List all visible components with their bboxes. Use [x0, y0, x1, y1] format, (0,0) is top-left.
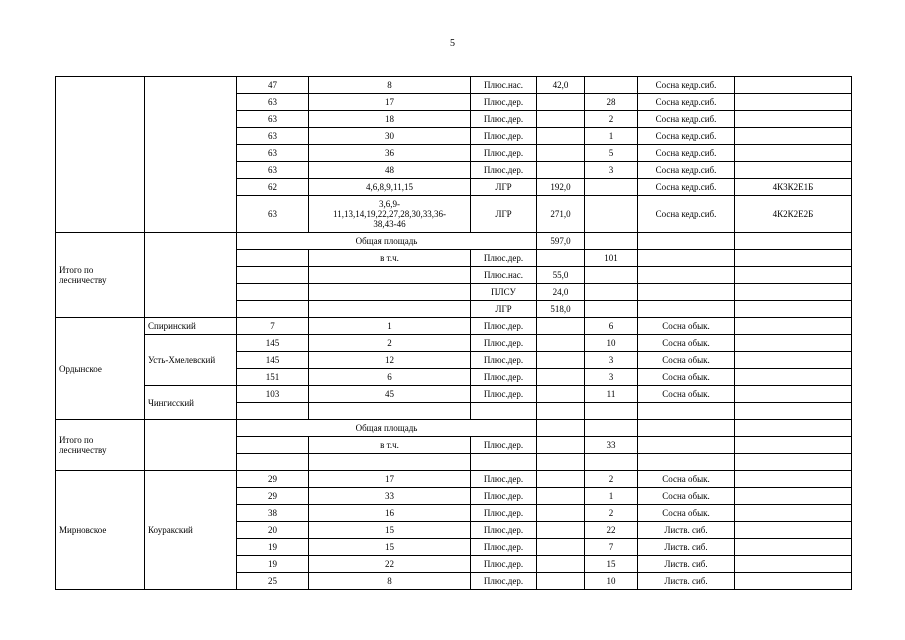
species-cell: Сосна кедр.сиб.: [638, 128, 735, 145]
kv-cell: 63: [237, 145, 309, 162]
formula-cell: [735, 522, 852, 539]
count-cell: 1: [585, 488, 638, 505]
area-cell: 55,0: [537, 267, 585, 284]
count-cell: 2: [585, 111, 638, 128]
kv-cell: 63: [237, 162, 309, 179]
table-row: [56, 77, 852, 94]
total-label: Итого по лесничеству: [56, 420, 145, 471]
formula-cell: [735, 250, 852, 267]
species-cell: [638, 233, 735, 250]
forestry-cell: [56, 77, 145, 233]
area-cell: [537, 318, 585, 335]
formula-cell: [735, 301, 852, 318]
area-cell: 24,0: [537, 284, 585, 301]
vydel-cell: [309, 454, 471, 471]
area-cell: [537, 556, 585, 573]
total-area-value: 597,0: [537, 233, 585, 250]
kv-cell: [237, 267, 309, 284]
formula-cell: [735, 352, 852, 369]
vydel-line: 11,13,14,19,22,27,28,30,33,36-: [333, 209, 446, 219]
total-row: [56, 233, 852, 250]
area-cell: [537, 573, 585, 590]
category-cell: Плюс.дер.: [471, 335, 537, 352]
category-cell: Плюс.дер.: [471, 437, 537, 454]
area-cell: [537, 522, 585, 539]
formula-cell: 4К3К2Е1Б: [735, 179, 852, 196]
category-cell: Плюс.дер.: [471, 318, 537, 335]
category-cell: Плюс.дер.: [471, 369, 537, 386]
formula-cell: [735, 471, 852, 488]
kv-cell: [237, 250, 309, 267]
species-cell: Сосна обык.: [638, 352, 735, 369]
kv-cell: 62: [237, 179, 309, 196]
uchastok-cell: [145, 77, 237, 233]
category-cell: Плюс.дер.: [471, 94, 537, 111]
category-cell: Плюс.нас.: [471, 267, 537, 284]
formula-cell: [735, 284, 852, 301]
vydel-cell: 15: [309, 539, 471, 556]
forestry-cell: Ордынское: [56, 318, 145, 420]
kv-cell: 103: [237, 386, 309, 403]
uchastok-cell: [145, 233, 237, 318]
formula-cell: [735, 556, 852, 573]
species-cell: Сосна кедр.сиб.: [638, 162, 735, 179]
incl-label: в т.ч.: [309, 250, 471, 267]
kv-cell: [237, 284, 309, 301]
area-cell: [537, 471, 585, 488]
species-cell: Сосна кедр.сиб.: [638, 94, 735, 111]
vydel-cell: [309, 284, 471, 301]
kv-cell: [237, 301, 309, 318]
kv-cell: 63: [237, 196, 309, 233]
vydel-cell: [309, 267, 471, 284]
category-cell: [471, 454, 537, 471]
uchastok-cell: Коуракский: [145, 471, 237, 590]
vydel-cell: 8: [309, 77, 471, 94]
species-cell: [638, 403, 735, 420]
vydel-cell: 6: [309, 369, 471, 386]
formula-cell: [735, 454, 852, 471]
species-cell: Сосна обык.: [638, 488, 735, 505]
count-cell: 28: [585, 94, 638, 111]
kv-cell: 145: [237, 335, 309, 352]
area-cell: [537, 386, 585, 403]
count-cell: [585, 77, 638, 94]
category-cell: Плюс.дер.: [471, 505, 537, 522]
kv-cell: 63: [237, 128, 309, 145]
count-cell: 10: [585, 335, 638, 352]
area-cell: [537, 369, 585, 386]
count-cell: 7: [585, 539, 638, 556]
total-label: Итого по лесничеству: [56, 233, 145, 318]
formula-cell: [735, 267, 852, 284]
page-number: 5: [450, 38, 455, 49]
formula-cell: [735, 77, 852, 94]
kv-cell: 25: [237, 573, 309, 590]
category-cell: Плюс.дер.: [471, 386, 537, 403]
category-cell: ЛГР: [471, 196, 537, 233]
count-cell: [585, 196, 638, 233]
table-row: [56, 471, 852, 488]
vydel-cell: 16: [309, 505, 471, 522]
count-cell: [585, 284, 638, 301]
vydel-line: 3,6,9-: [379, 199, 400, 209]
uchastok-cell: [145, 420, 237, 471]
species-cell: Сосна обык.: [638, 505, 735, 522]
count-cell: [585, 403, 638, 420]
species-cell: Сосна кедр.сиб.: [638, 179, 735, 196]
kv-cell: 29: [237, 488, 309, 505]
formula-cell: [735, 403, 852, 420]
species-cell: [638, 250, 735, 267]
area-cell: 42,0: [537, 77, 585, 94]
kv-cell: [237, 454, 309, 471]
count-cell: 101: [585, 250, 638, 267]
category-cell: Плюс.дер.: [471, 111, 537, 128]
species-cell: Сосна обык.: [638, 386, 735, 403]
category-cell: Плюс.дер.: [471, 522, 537, 539]
formula-cell: [735, 233, 852, 250]
formula-cell: [735, 335, 852, 352]
vydel-cell: 4,6,8,9,11,15: [309, 179, 471, 196]
vydel-cell: 22: [309, 556, 471, 573]
formula-cell: [735, 488, 852, 505]
count-cell: [585, 179, 638, 196]
total-area-label: Общая площадь: [237, 233, 537, 250]
count-cell: [585, 267, 638, 284]
vydel-cell: 15: [309, 522, 471, 539]
vydel-cell: [309, 301, 471, 318]
area-cell: [537, 454, 585, 471]
formula-cell: [735, 386, 852, 403]
kv-cell: 19: [237, 539, 309, 556]
species-cell: Листв. сиб.: [638, 573, 735, 590]
vydel-cell: 45: [309, 386, 471, 403]
area-cell: 271,0: [537, 196, 585, 233]
vydel-cell: 8: [309, 573, 471, 590]
species-cell: [638, 267, 735, 284]
count-cell: [585, 454, 638, 471]
kv-cell: [237, 437, 309, 454]
category-cell: Плюс.дер.: [471, 471, 537, 488]
species-cell: Сосна обык.: [638, 369, 735, 386]
formula-cell: [735, 318, 852, 335]
species-cell: [638, 454, 735, 471]
count-cell: 10: [585, 573, 638, 590]
formula-cell: [735, 573, 852, 590]
kv-cell: 63: [237, 111, 309, 128]
kv-cell: [237, 403, 309, 420]
area-cell: [537, 250, 585, 267]
formula-cell: [735, 111, 852, 128]
area-cell: [537, 403, 585, 420]
kv-cell: 20: [237, 522, 309, 539]
area-cell: [537, 437, 585, 454]
incl-label: в т.ч.: [309, 437, 471, 454]
formula-cell: [735, 420, 852, 437]
category-cell: Плюс.дер.: [471, 250, 537, 267]
vydel-cell: 2: [309, 335, 471, 352]
count-cell: 6: [585, 318, 638, 335]
area-cell: [537, 335, 585, 352]
area-cell: [537, 145, 585, 162]
species-cell: Сосна кедр.сиб.: [638, 77, 735, 94]
count-cell: 3: [585, 369, 638, 386]
kv-cell: 145: [237, 352, 309, 369]
species-cell: Сосна кедр.сиб.: [638, 145, 735, 162]
area-cell: 518,0: [537, 301, 585, 318]
category-cell: Плюс.нас.: [471, 77, 537, 94]
category-cell: Плюс.дер.: [471, 556, 537, 573]
vydel-cell: [309, 196, 471, 233]
formula-cell: [735, 128, 852, 145]
count-cell: 3: [585, 352, 638, 369]
forestry-cell: Мирновское: [56, 471, 145, 590]
count-cell: 5: [585, 145, 638, 162]
vydel-cell: [309, 403, 471, 420]
count-cell: 1: [585, 128, 638, 145]
area-cell: [537, 162, 585, 179]
area-cell: [537, 94, 585, 111]
vydel-cell: 17: [309, 94, 471, 111]
count-cell: [585, 233, 638, 250]
area-cell: 192,0: [537, 179, 585, 196]
area-cell: [537, 352, 585, 369]
area-cell: [537, 111, 585, 128]
count-cell: [585, 301, 638, 318]
area-cell: [537, 420, 585, 437]
area-cell: [537, 539, 585, 556]
species-cell: Сосна обык.: [638, 335, 735, 352]
formula-cell: [735, 162, 852, 179]
count-cell: 22: [585, 522, 638, 539]
vydel-cell: 17: [309, 471, 471, 488]
category-cell: ЛГР: [471, 179, 537, 196]
formula-cell: [735, 145, 852, 162]
kv-cell: 19: [237, 556, 309, 573]
table-row: [56, 335, 852, 352]
total-row: [56, 420, 852, 437]
kv-cell: 151: [237, 369, 309, 386]
count-cell: 2: [585, 471, 638, 488]
vydel-cell: 1: [309, 318, 471, 335]
vydel-cell: 12: [309, 352, 471, 369]
vydel-line: 38,43-46: [373, 219, 406, 229]
vydel-cell: 36: [309, 145, 471, 162]
category-cell: Плюс.дер.: [471, 162, 537, 179]
category-cell: Плюс.дер.: [471, 128, 537, 145]
area-cell: [537, 505, 585, 522]
uchastok-cell: Чингисский: [145, 386, 237, 420]
species-cell: Листв. сиб.: [638, 539, 735, 556]
species-cell: Сосна кедр.сиб.: [638, 111, 735, 128]
kv-cell: 47: [237, 77, 309, 94]
species-cell: Сосна кедр.сиб.: [638, 196, 735, 233]
table-row: [56, 318, 852, 335]
category-cell: Плюс.дер.: [471, 352, 537, 369]
count-cell: 15: [585, 556, 638, 573]
species-cell: Сосна обык.: [638, 318, 735, 335]
uchastok-cell: Спиринский: [145, 318, 237, 335]
category-cell: Плюс.дер.: [471, 488, 537, 505]
species-cell: Листв. сиб.: [638, 556, 735, 573]
area-cell: [537, 128, 585, 145]
formula-cell: [735, 369, 852, 386]
kv-cell: 7: [237, 318, 309, 335]
formula-cell: [735, 505, 852, 522]
count-cell: [585, 420, 638, 437]
uchastok-cell: Усть-Хмелевский: [145, 335, 237, 386]
species-cell: [638, 284, 735, 301]
kv-cell: 29: [237, 471, 309, 488]
species-cell: [638, 301, 735, 318]
count-cell: 3: [585, 162, 638, 179]
total-area-label: Общая площадь: [237, 420, 537, 437]
formula-cell: [735, 437, 852, 454]
formula-cell: [735, 94, 852, 111]
category-cell: Плюс.дер.: [471, 573, 537, 590]
area-cell: [537, 488, 585, 505]
category-cell: Плюс.дер.: [471, 145, 537, 162]
count-cell: 2: [585, 505, 638, 522]
category-cell: Плюс.дер.: [471, 539, 537, 556]
category-cell: ЛГР: [471, 301, 537, 318]
vydel-cell: 18: [309, 111, 471, 128]
kv-cell: 38: [237, 505, 309, 522]
species-cell: [638, 437, 735, 454]
formula-cell: [735, 539, 852, 556]
category-cell: ПЛСУ: [471, 284, 537, 301]
formula-cell: 4К2К2Е2Б: [735, 196, 852, 233]
vydel-cell: 33: [309, 488, 471, 505]
count-cell: 11: [585, 386, 638, 403]
vydel-cell: 30: [309, 128, 471, 145]
species-cell: Сосна обык.: [638, 471, 735, 488]
species-cell: [638, 420, 735, 437]
category-cell: [471, 403, 537, 420]
species-cell: Листв. сиб.: [638, 522, 735, 539]
vydel-cell: 48: [309, 162, 471, 179]
kv-cell: 63: [237, 94, 309, 111]
table-row: [56, 386, 852, 403]
forest-table: [55, 76, 852, 590]
count-cell: 33: [585, 437, 638, 454]
